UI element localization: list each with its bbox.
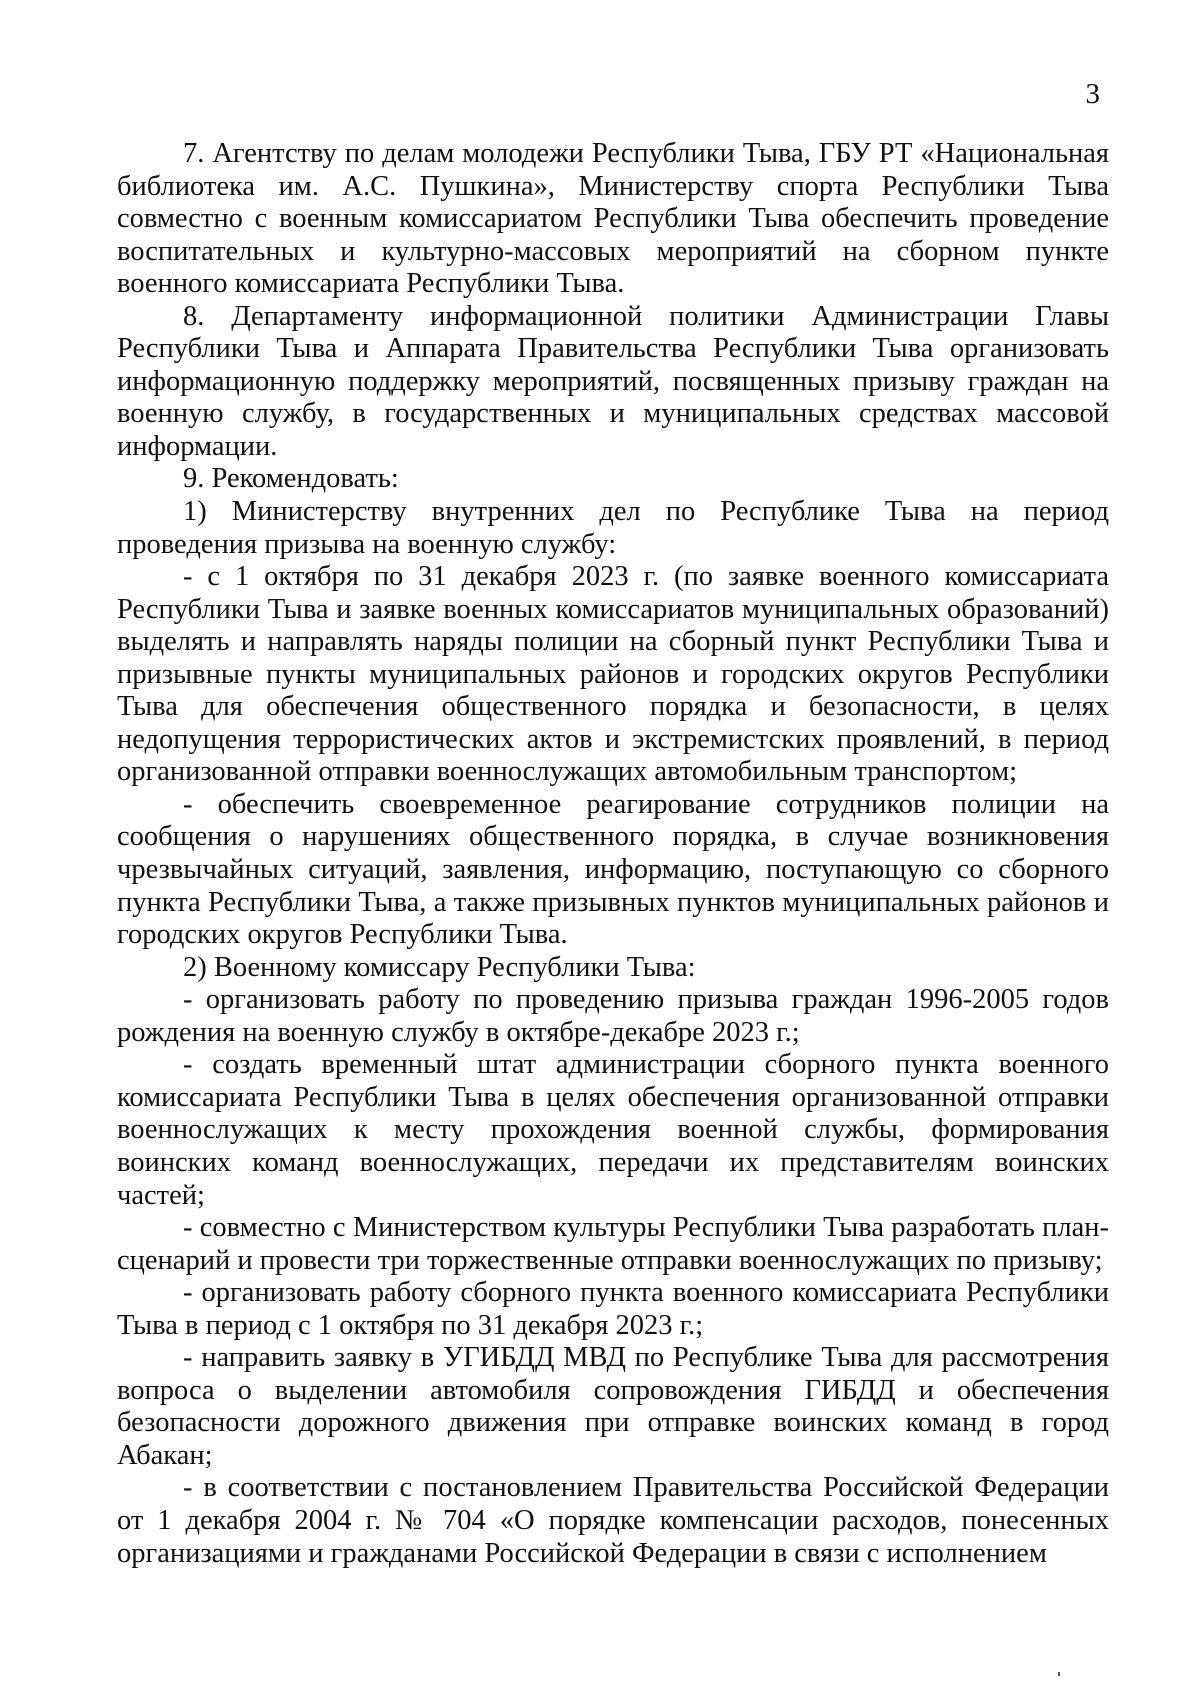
paragraph-item-8: 8. Департаменту информационной политики Администрации Главы Республики Тыва и Аппарата Правительства Республики Тыва организовать информационную поддержку мероприятий, посвященных призыву граждан на военную службу, в государственных и муниципальных средствах массовой информации. bbox=[117, 300, 1109, 462]
bullet-compensation-decree: - в соответствии с постановлением Правительства Российской Федерации от 1 декабря 2004 г. № 704 «О порядке компенсации расходов, понесенных организациями и гражданами Российской Федерации в связи с исполнением bbox=[117, 1472, 1109, 1569]
scan-speck bbox=[1058, 1672, 1060, 1676]
subparagraph-2: 2) Военному комиссару Республики Тыва: bbox=[183, 951, 696, 983]
subparagraph-1: 1) Министерству внутренних дел по Республике Тыва на период проведения призыва на военную службу: bbox=[117, 496, 1109, 560]
bullet-ceremonial-departures: - совместно с Министерством культуры Республики Тыва разработать план-сценарий и провести три торжественные отправки военнослужащих по призыву; bbox=[117, 1212, 1109, 1276]
paragraph-item-9: 9. Рекомендовать: bbox=[183, 463, 399, 495]
bullet-police-response: - обеспечить своевременное реагирование сотрудников полиции на сообщения о нарушениях общественного порядка, в случае возникновения чрезвычайных ситуаций, заявления, информацию, поступающую со сборного пункта Республики Тыва, а также призывных пунктов муниципальных районов и городских округов Республики Тыва. bbox=[117, 788, 1109, 951]
document-body bbox=[117, 138, 1109, 1570]
bullet-traffic-escort: - направить заявку в УГИБДД МВД по Республике Тыва для рассмотрения вопроса о выделении автомобиля сопровождения ГИБДД и обеспечения безопасности дорожного движения при отправке воинских команд в город Абакан; bbox=[117, 1342, 1109, 1471]
bullet-organize-conscription: - организовать работу по проведению призыва граждан 1996-2005 годов рождения на военную службу в октябре-декабре 2023 г.; bbox=[117, 984, 1109, 1048]
bullet-assembly-point: - организовать работу сборного пункта военного комиссариата Республики Тыва в период с 1 октября по 31 декабря 2023 г.; bbox=[117, 1277, 1109, 1341]
page-number: 3 bbox=[1085, 78, 1100, 110]
paragraph-item-7: 7. Агентству по делам молодежи Республики Тыва, ГБУ РТ «Национальная библиотека им. А.С. Пушкина», Министерству спорта Республики Тыва совместно с военным комиссариатом Республики Тыва обеспечить проведение воспитательных и культурно-массовых мероприятий на сборном пункте военного комиссариата Республики Тыва. bbox=[117, 138, 1109, 300]
bullet-temporary-staff: - создать временный штат администрации сборного пункта военного комиссариата Республики Тыва в целях обеспечения организованной отправки военнослужащих к месту прохождения военной службы, формирования воинских команд военнослужащих, передачи их представителям воинских частей; bbox=[117, 1049, 1109, 1211]
bullet-police-details: - с 1 октября по 31 декабря 2023 г. (по заявке военного комиссариата Республики Тыва и заявке военных комиссариатов муниципальных образований) выделять и направлять наряды полиции на сборный пункт Республики Тыва и призывные пункты муниципальных районов и городских округов Республики Тыва для обеспечения общественного порядка и безопасности, в целях недопущения террористических актов и экстремистских проявлений, в период организованной отправки военнослужащих автомобильным транспортом; bbox=[117, 561, 1109, 788]
